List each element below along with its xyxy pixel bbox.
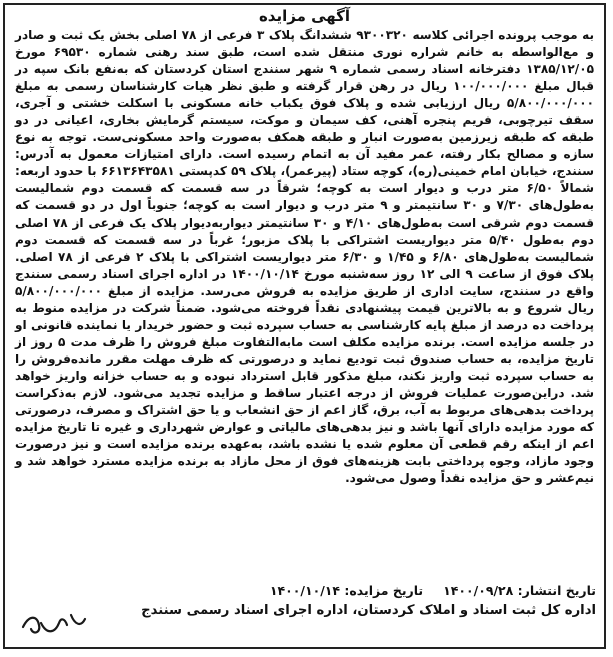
notice-dates xyxy=(5,583,596,598)
publish-date: تاریخ انتشار: ۱۴۰۰/۰۹/۲۸ xyxy=(443,583,596,598)
notice-paragraph: به موجب پرونده اجرائی کلاسه ۹۳۰۰۳۲۰ ششدانگ پلاک ۳ فرعی از ۷۸ اصلی بخش یک ثبت و صادر و مع‌الواسطه به خانم شراره نوری منتقل شده است، طبق سند رهنی شماره ۶۹۵۳۰ مورخ ۱۳۸۵/۱۲/۰۵ دفترخانه اسناد رسمی شماره ۹ شهر سنندج استان کردستان که به‌نفع بانک سپه در قبال مبلغ ۱۰۰/۰۰۰/۰۰۰ ریال در رهن قرار گرفته و طبق نظر هیات کارشناسان رسمی به مبلغ ۵/۸۰۰/۰۰۰/۰۰۰ ریال ارزیابی شده و پلاک فوق یکباب خانه مسکونی با اسکلت خشتی و آجری، سقف تیرچوبی، فریم پنجره آهنی، کف سیمان و موکت، سیستم گرمایش بخاری، اعیانی در دو طبقه که طبقه زیرزمین به‌صورت انبار و طبقه همکف به‌صورت واحد مسکونی‌ست. توجه به نوع سازه و مصالح بکار رفته، عمر مفید آن به اتمام رسیده است. دارای امتیازات معمول به آدرس: سنندج، خیابان امام خمینی(ره)، کوچه ستاد (پیرعمر)، پلاک ۵۹ کدپستی ۶۶۱۳۶۴۳۵۸۱ با حدود اربعه: شمالاً ۶/۵۰ متر درب و دیوار است به کوچه؛ شرقاً در سه قسمت که قسمت دوم شمالیست به‌طول‌های ۷/۳۰ و ۳۰ سانتیمتر و ۹ متر درب و دیوار است به کوچه؛ جنوباً اول در دو قسمت که قسمت دوم شرقی است به‌طول‌های ۴/۱۰ و ۳۰ سانتیمتر دیواربه‌دیوار پلاک یک فرعی از ۷۸ اصلی دوم به‌طول ۵/۴۰ متر دیواریست اشتراکی با پلاک مزبور؛ غرباً در سه قسمت که قسمت دوم شمالیست به‌طول‌های ۶/۸۰ و ۱/۴۵ و ۶/۳۰ متر دیواریست اشتراکی با پلاک ۲ فرعی از ۷۸ اصلی. پلاک فوق از ساعت ۹ الی ۱۲ روز سه‌شنبه مورخ ۱۴۰۰/۱۰/۱۴ در اداره اجرای اسناد رسمی سنندج واقع در سنندج، سایت اداری از طریق مزایده به فروش می‌رسد. مزایده از مبلغ ۵/۸۰۰/۰۰۰/۰۰۰ ریال شروع و به بالاترین قیمت پیشنهادی نقداً فروخته می‌شود. ضمناً شرکت در مزایده منوط به پرداخت ده درصد از مبلغ پایه کارشناسی به حساب سپرده ثبت و حضور خریدار یا نماینده قانونی او در جلسه مزایده است. برنده مزایده مکلف است مابه‌التفاوت مبلغ فروش را ظرف مدت ۵ روز از تاریخ مزایده، به حساب صندوق ثبت تودیع نماید و درصورتی که ظرف مهلت مقرر مانده‌فروش را به حساب سپرده ثبت واریز نکند، مبلغ مذکور قابل استرداد نبوده و به حساب خزانه واریز خواهد شد. دراین‌صورت عملیات فروش از درجه اعتبار ساقط و مزایده تجدید می‌شود. لازم به‌ذکراست پرداخت بدهی‌های مربوط به آب، برق، گاز اعم از حق انشعاب و یا حق اشتراک و مصرف، درصورتی که مورد مزایده دارای آنها باشد و نیز بدهی‌های مالیاتی و عوارض شهرداری و غیره تا تاریخ مزایده اعم از اینکه رقم قطعی آن معلوم شده یا نشده باشد، به‌عهده برنده مزایده است و نیز درصورت وجود مازاد، وجوه پرداختی بابت هزینه‌های فوق از محل مازاد به برنده مزایده مسترد خواهد شد و نیم‌عشر و حق مزایده نقداً وصول می‌شود. xyxy=(15,28,595,486)
issuer-line: اداره کل ثبت اسناد و املاک کردستان، اداره اجرای اسناد رسمی سنندج xyxy=(141,603,596,618)
notice-title: آگهی مزایده xyxy=(258,7,351,25)
signature-mark xyxy=(19,605,89,641)
auction-date: تاریخ مزایده: ۱۴۰۰/۱۰/۱۴ xyxy=(269,583,424,598)
notice-frame xyxy=(3,3,606,649)
notice-body xyxy=(15,27,594,487)
